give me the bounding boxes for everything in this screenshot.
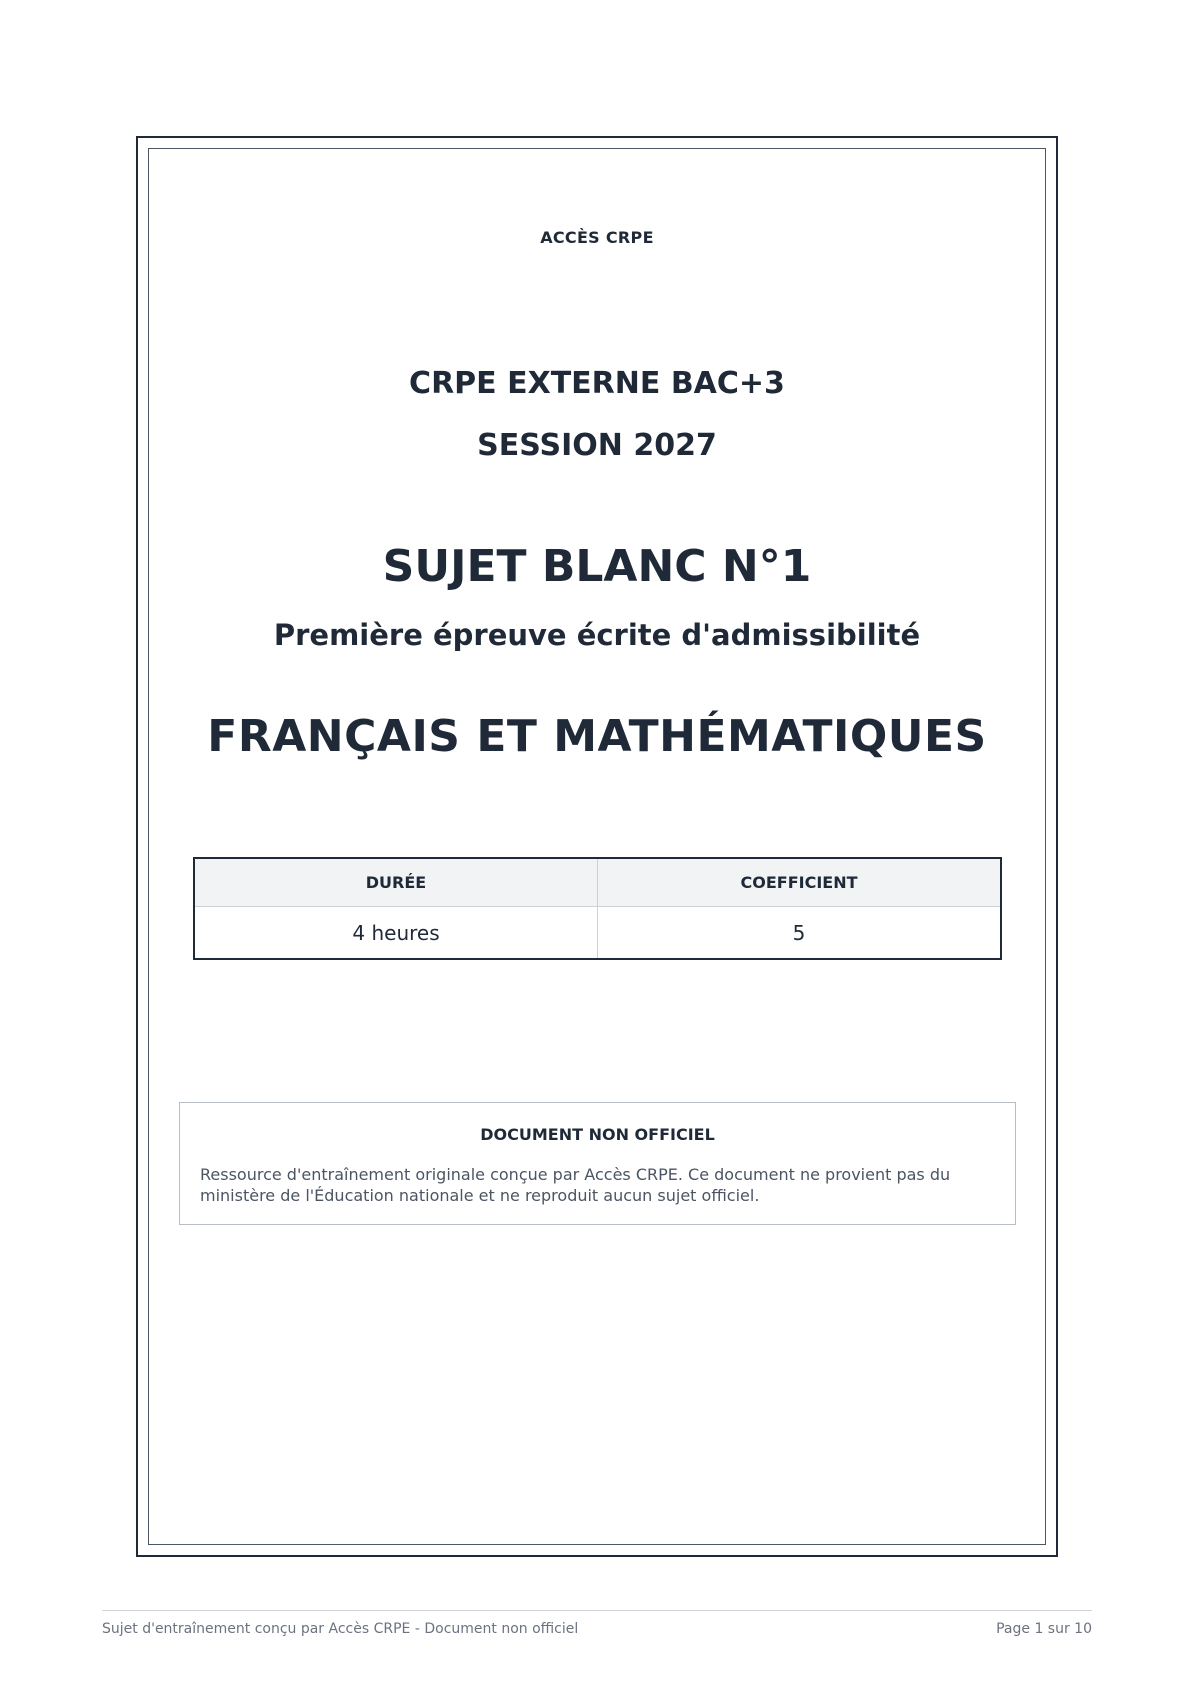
table-header-row [194, 858, 1001, 907]
footer-note: Sujet d'entraînement conçu par Accès CRPE - Document non officiel [102, 1621, 579, 1637]
document-subtitle: Première épreuve écrite d'admissibilité [273, 618, 921, 652]
footer-divider [102, 1610, 1092, 1611]
duration-value: 4 heures [194, 907, 598, 960]
brand-name: ACCÈS CRPE [540, 228, 654, 247]
duration-header: DURÉE [194, 858, 598, 907]
page-number: Page 1 sur 10 [996, 1621, 1092, 1637]
cover-inner-frame [148, 148, 1046, 1545]
subject-title: FRANÇAIS ET MATHÉMATIQUES [207, 711, 987, 762]
disclaimer-box [179, 1102, 1016, 1225]
coefficient-value: 5 [792, 920, 806, 945]
session-title: SESSION 2027 [477, 428, 717, 463]
disclaimer-text: Ressource d'entraînement originale conçue par Accès CRPE. Ce document ne provient pas du ministère de l'Éducation nationale et ne reproduit aucun sujet officiel. [200, 1165, 951, 1205]
exam-info-table [193, 857, 1002, 960]
document-title: SUJET BLANC N°1 [382, 541, 812, 592]
disclaimer-title: DOCUMENT NON OFFICIEL [480, 1125, 715, 1144]
table-row [194, 907, 1001, 960]
exam-title: CRPE EXTERNE BAC+3 [409, 366, 785, 401]
coefficient-header: COEFFICIENT [598, 858, 1002, 907]
